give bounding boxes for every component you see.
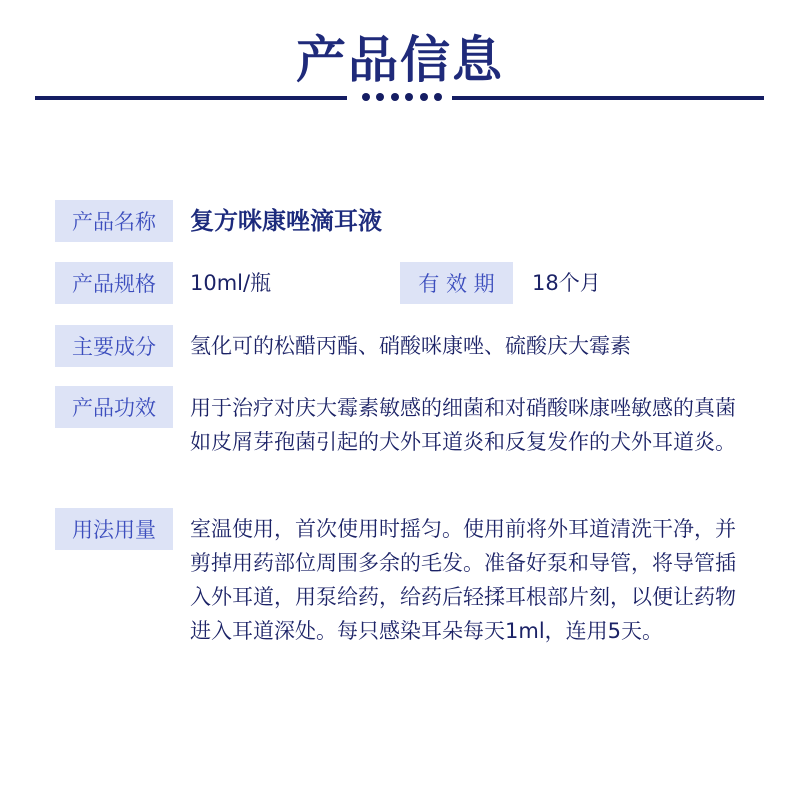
name-value: 复方咪康唑滴耳液 [190,207,382,235]
dot [420,93,428,101]
name-label: 产品名称 [55,200,173,242]
spec-label: 产品规格 [55,262,173,304]
usage-label: 用法用量 [55,508,173,550]
dot [391,93,399,101]
efficacy-label: 产品功效 [55,386,173,428]
dot [362,93,370,101]
efficacy-value: 用于治疗对庆大霉素敏感的细菌和对硝酸咪康唑敏感的真菌如皮屑芽孢菌引起的犬外耳道炎和反复发作的犬外耳道炎。 [190,396,736,454]
usage-value: 室温使用，首次使用时摇匀。使用前将外耳道清洗干净，并剪掉用药部位周围多余的毛发。准备好泵和导管，将导管插入外耳道，用泵给药，给药后轻揉耳根部片刻，以便让药物进入耳道深处。每只感染耳朵每天1ml，连用5天。 [190,517,736,643]
expiry-label: 有 效 期 [400,262,513,304]
dot [434,93,442,101]
divider-left [35,96,347,100]
dot [376,93,384,101]
expiry-value: 18个月 [532,271,601,295]
ingredients-label: 主要成分 [55,325,173,367]
page-title: 产品信息 [296,31,504,89]
spec-value: 10ml/瓶 [190,271,272,295]
divider-right [452,96,764,100]
divider-dots [362,93,442,101]
dot [405,93,413,101]
ingredients-value: 氢化可的松醋丙酯、硝酸咪康唑、硫酸庆大霉素 [190,334,631,358]
